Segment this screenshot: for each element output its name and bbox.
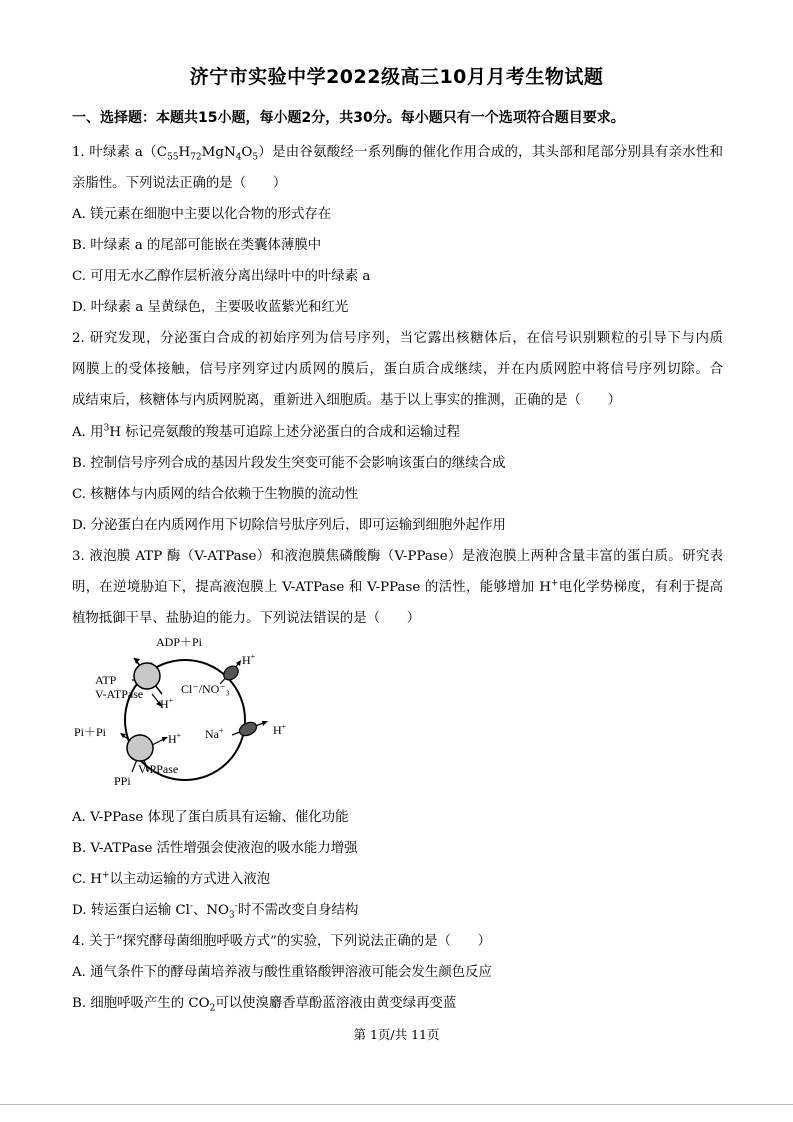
q1-option-c: C. 可用无水乙醇作层析液分离出绿叶中的叶绿素 a <box>72 269 371 284</box>
label-adp-pi: ADP＋Pi <box>156 635 203 649</box>
label-v-atpase: V-ATPase <box>95 687 144 701</box>
q1-stem-line2: 亲脂性。下列说法正确的是（ ） <box>72 176 287 191</box>
q3-stem-line1: 3. 液泡膜 ATP 酶（V-ATPase）和液泡膜焦磷酸酶（V-PPase）是液泡膜上两种含量丰富的蛋白质。研究表 <box>72 549 723 564</box>
q2-option-c: C. 核糖体与内质网的结合依赖于生物膜的流动性 <box>72 487 359 502</box>
q1-option-a: A. 镁元素在细胞中主要以化合物的形式存在 <box>72 207 332 222</box>
q1-option-d: D. 叶绿素 a 呈黄绿色，主要吸收蓝紫光和红光 <box>72 300 349 315</box>
q3-stem-line2: 明，在逆境胁迫下，提高液泡膜上 V-ATPase 和 V-PPase 的活性，能够增加 H+电化学势梯度，有利于提高 <box>72 578 723 595</box>
q2-option-d: D. 分泌蛋白在内质网作用下切除信号肽序列后，即可运输到细胞外起作用 <box>72 518 506 533</box>
vacuole-diagram <box>70 632 310 792</box>
label-ppi: PPi <box>114 774 131 788</box>
section-heading: 一、选择题：本题共15小题，每小题2分，共30分。每小题只有一个选项符合题目要求。 <box>72 110 625 126</box>
label-h-right: H+ <box>273 722 287 737</box>
q3-option-d: D. 转运蛋白运输 Cl-、$NO_3^-$时不需改变自身结构 <box>72 901 359 921</box>
q2-stem-line1: 2. 研究发现，分泌蛋白合成的初始序列为信号序列，当它露出核糖体后，在信号识别颗粒的引导下与内质 <box>72 331 723 346</box>
q3-option-b: B. V-ATPase 活性增强会使液泡的吸水能力增强 <box>72 841 358 856</box>
q3-option-a: A. V-PPase 体现了蛋白质具有运输、催化功能 <box>72 810 349 825</box>
label-na: Na+ <box>205 726 224 741</box>
q2-option-a: A. 用$^3$H 标记亮氨酸的羧基可追踪上述分泌蛋白的合成和运输过程 <box>72 423 461 440</box>
label-atp: ATP <box>95 673 117 687</box>
q1-stem-line1: 1. 叶绿素 $a(C_{55}H_{72}MgN_4O_5)$是由谷氨酸经一系列酶的催化作用合成的，其头部和尾部分别具有亲水性和 <box>72 145 723 163</box>
label-pi-pi: Pi＋Pi <box>74 725 107 739</box>
q4-option-a: A. 通气条件下的酵母菌培养液与酸性重铬酸钾溶液可能会发生颜色反应 <box>72 965 492 980</box>
label-h-vatpase: H+ <box>160 696 174 711</box>
q3-option-c: C. H+以主动运输的方式进入液泡 <box>72 870 271 887</box>
q2-stem-line3: 成结束后，核糖体与内质网脱离，重新进入细胞质。基于以上事实的推测，正确的是（ ） <box>72 393 622 408</box>
label-h-top: H+ <box>242 652 256 667</box>
page-bottom-rule <box>0 1104 793 1105</box>
q4-stem: 4. 关于“探究酵母菌细胞呼吸方式”的实验，下列说法正确的是（ ） <box>72 934 492 949</box>
page-title: 济宁市实验中学2022级高三10月月考生物试题 <box>189 66 604 88</box>
na-h-antiporter <box>232 720 268 738</box>
q1-option-b: B. 叶绿素 a 的尾部可能嵌在类囊体薄膜中 <box>72 238 322 253</box>
label-v-ppase: V-PPase <box>138 762 179 776</box>
page-footer: 第 1页/共 11页 <box>353 1027 440 1042</box>
q4-option-b: B. 细胞呼吸产生的 $CO_2$可以使溴麝香草酚蓝溶液由黄变绿再变蓝 <box>72 996 457 1014</box>
label-h-vppase: H+ <box>168 731 182 746</box>
q2-stem-line2: 网膜上的受体接触，信号序列穿过内质网的膜后，蛋白质合成继续，并在内质网腔中将信号序列切除。合 <box>72 362 723 377</box>
label-cl-no3: Cl⁻/NO⁻₃ <box>181 682 230 696</box>
q3-stem-line3: 植物抵御干旱、盐胁迫的能力。下列说法错误的是（ ） <box>72 611 421 626</box>
q2-option-b: B. 控制信号序列合成的基因片段发生突变可能不会影响该蛋白的继续合成 <box>72 456 506 471</box>
